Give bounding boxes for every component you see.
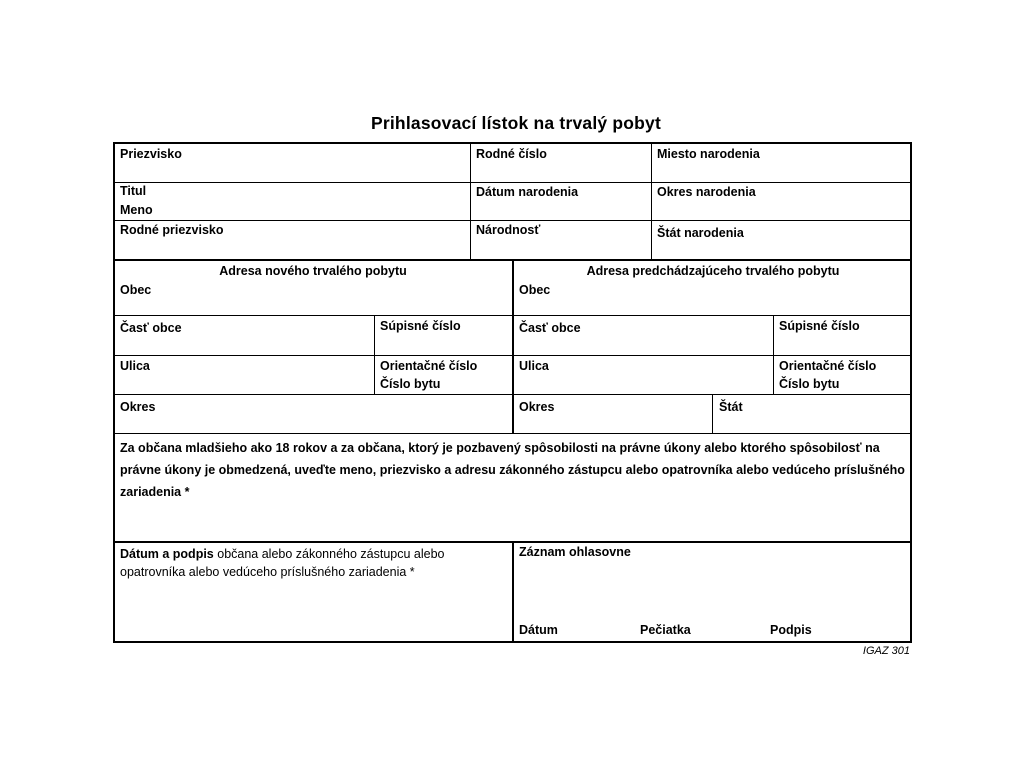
new-address-heading: Adresa nového trvalého pobytu	[219, 264, 407, 278]
row-divider	[113, 433, 912, 434]
label-podpis: Podpis	[770, 623, 812, 637]
col-divider	[512, 260, 514, 433]
signature-label-bold: Dátum a podpis	[120, 547, 214, 561]
label-rodne-cislo: Rodné číslo	[476, 147, 547, 161]
prev-address-heading: Adresa predchádzajúceho trvalého pobytu	[586, 264, 840, 278]
label-stat-narodenia: Štát narodenia	[657, 226, 744, 240]
col-divider	[651, 143, 652, 259]
label-prev-supisne-cislo: Súpisné číslo	[779, 319, 860, 333]
label-prev-cast-obce: Časť obce	[519, 321, 581, 335]
label-titul: Titul	[120, 184, 147, 198]
label-cislo-bytu: Číslo bytu	[380, 377, 441, 391]
label-obec: Obec	[120, 283, 152, 297]
label-priezvisko: Priezvisko	[120, 147, 182, 161]
col-divider	[712, 395, 713, 433]
row-divider	[113, 220, 912, 221]
label-okres: Okres	[120, 400, 156, 414]
col-divider	[512, 542, 514, 642]
form-code: IGAZ 301	[862, 645, 910, 657]
label-datum-narodenia: Dátum narodenia	[476, 185, 579, 199]
label-supisne-cislo: Súpisné číslo	[380, 319, 461, 333]
signature-label-rest: občana alebo zákonného zástupcu alebo opatrovníka alebo vedúceho príslušného zariadenia *	[120, 547, 445, 579]
label-prev-orientacne-cislo: Orientačné číslo	[779, 359, 877, 373]
label-meno: Meno	[120, 203, 153, 217]
label-narodnost: Národnosť	[476, 223, 541, 237]
label-okres-narodenia: Okres narodenia	[657, 185, 756, 199]
col-divider	[773, 316, 774, 394]
col-divider	[470, 143, 471, 259]
label-rodne-priezvisko: Rodné priezvisko	[120, 223, 224, 237]
label-orientacne-cislo: Orientačné číslo	[380, 359, 478, 373]
label-cast-obce: Časť obce	[120, 321, 182, 335]
label-prev-obec: Obec	[519, 283, 551, 297]
label-miesto-narodenia: Miesto narodenia	[657, 147, 760, 161]
col-divider	[374, 316, 375, 394]
label-peciatka: Pečiatka	[640, 623, 691, 637]
row-divider	[113, 182, 912, 183]
label-prev-stat: Štát	[719, 400, 743, 414]
label-prev-ulica: Ulica	[519, 359, 549, 373]
label-ulica: Ulica	[120, 359, 150, 373]
guardian-note: Za občana mladšieho ako 18 rokov a za občana, ktorý je pozbavený spôsobilosti na právne úkony alebo ktorého spôsobilosť na právne úkony je obmedzená, uveďte meno, priezvisko a adresu zákonného zástupcu alebo opatrovníka alebo vedúceho príslušného zariadenia *	[120, 441, 905, 499]
signature-label	[120, 545, 510, 581]
label-prev-cislo-bytu: Číslo bytu	[779, 377, 840, 391]
office-record-heading: Záznam ohlasovne	[519, 545, 631, 559]
form-title: Prihlasovací lístok na trvalý pobyt	[370, 113, 662, 133]
label-prev-okres: Okres	[519, 400, 555, 414]
label-datum: Dátum	[519, 623, 558, 637]
